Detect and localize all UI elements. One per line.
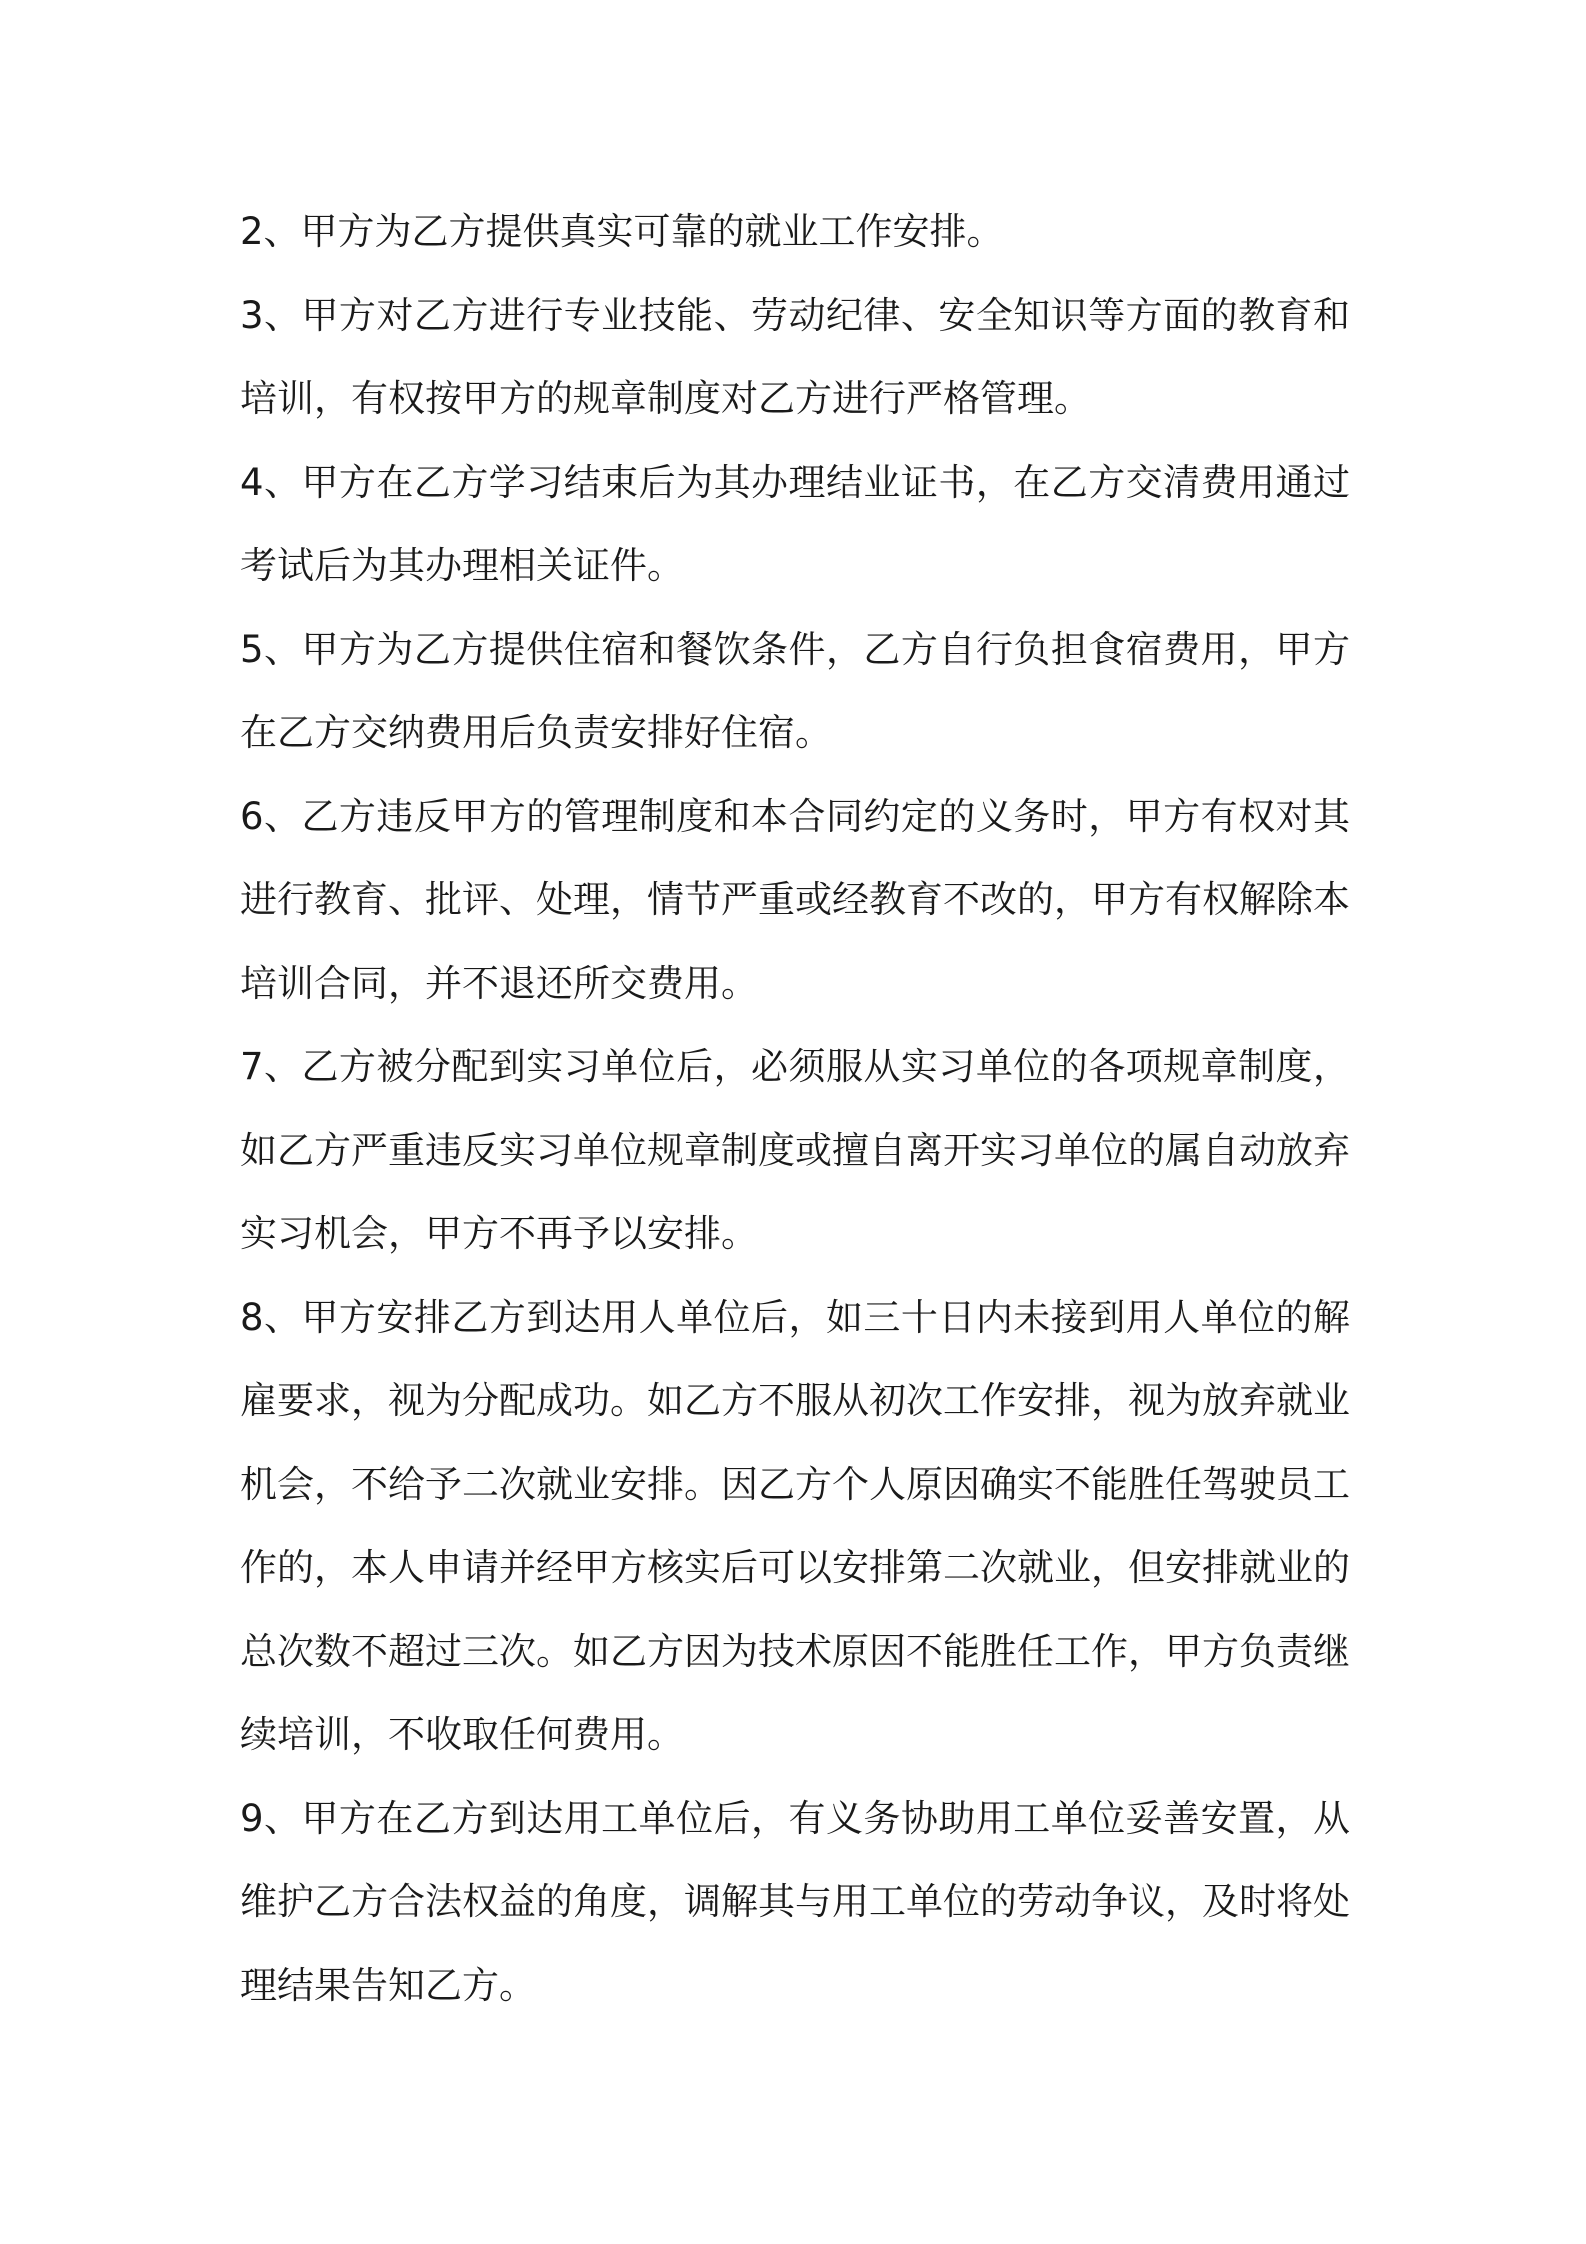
clause-3: 3、甲方对乙方进行专业技能、劳动纪律、安全知识等方面的教育和培训，有权按甲方的规章制度对乙方进行严格管理。 <box>240 293 1350 420</box>
clause-9: 9、甲方在乙方到达用工单位后，有义务协助用工单位妥善安置，从维护乙方合法权益的角度，调解其与用工单位的劳动争议，及时将处理结果告知乙方。 <box>240 1796 1350 2007</box>
clause-4: 4、甲方在乙方学习结束后为其办理结业证书，在乙方交清费用通过考试后为其办理相关证件。 <box>240 460 1350 587</box>
clause-7: 7、乙方被分配到实习单位后，必须服从实习单位的各项规章制度，如乙方严重违反实习单位规章制度或擅自离开实习单位的属自动放弃实习机会，甲方不再予以安排。 <box>240 1045 1350 1255</box>
clause-6: 6、乙方违反甲方的管理制度和本合同约定的义务时，甲方有权对其进行教育、批评、处理，情节严重或经教育不改的，甲方有权解除本培训合同，并不退还所交费用。 <box>240 794 1350 1005</box>
clause-8: 8、甲方安排乙方到达用人单位后，如三十日内未接到用人单位的解雇要求，视为分配成功。如乙方不服从初次工作安排，视为放弃就业机会，不给予二次就业安排。因乙方个人原因确实不能胜任驾驶员工作的，本人申请并经甲方核实后可以安排第二次就业，但安排就业的总次数不超过三次。如乙方因为技术原因不能胜任工作，甲方负责继续培训，不收取任何费用。 <box>240 1295 1350 1756</box>
clause-5: 5、甲方为乙方提供住宿和餐饮条件，乙方自行负担食宿费用，甲方在乙方交纳费用后负责安排好住宿。 <box>240 627 1350 754</box>
clause-2: 2、甲方为乙方提供真实可靠的就业工作安排。 <box>240 210 1004 253</box>
document-body <box>240 190 1350 2027</box>
